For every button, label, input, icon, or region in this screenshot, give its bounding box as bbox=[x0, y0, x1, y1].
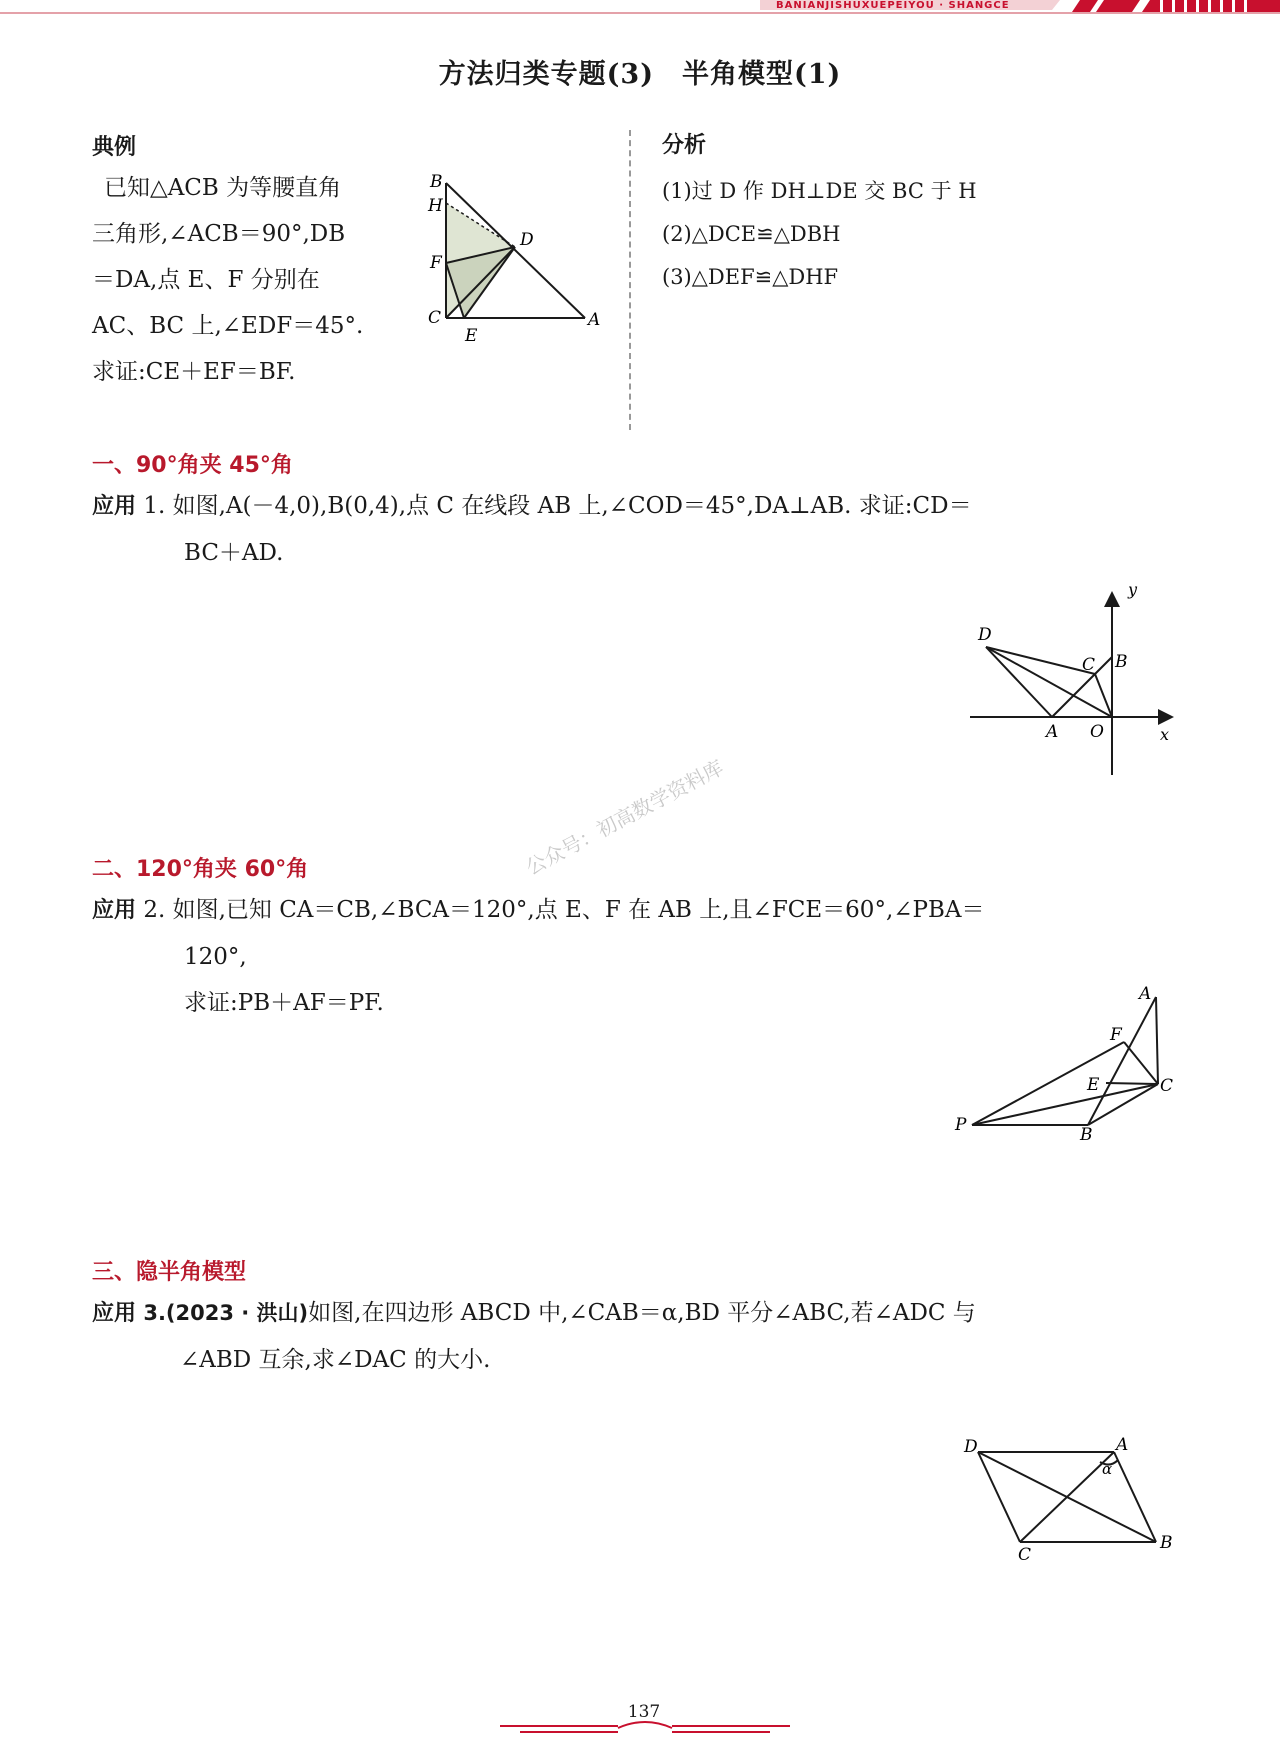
label-f: F bbox=[1110, 1025, 1122, 1045]
section2-line-2: 120°, bbox=[184, 944, 247, 970]
label-e: E bbox=[1087, 1075, 1100, 1095]
section3-source: 3.(2023 · 洪山) bbox=[136, 1301, 309, 1325]
section1-line-2: BC＋AD. bbox=[184, 540, 284, 566]
example-figure bbox=[420, 165, 620, 350]
section1-app-label: 应用 bbox=[92, 494, 137, 519]
label-f: F bbox=[430, 253, 442, 273]
header-band-stripes bbox=[0, 0, 1280, 20]
example-line-3: ＝DA,点 E、F 分别在 bbox=[92, 267, 320, 293]
label-a: A bbox=[1046, 722, 1059, 742]
section3-heading: 三、隐半角模型 bbox=[92, 1260, 247, 1285]
header-band bbox=[0, 0, 1280, 20]
label-a: A bbox=[1116, 1435, 1129, 1455]
example-line-1: 已知△ACB 为等腰直角 bbox=[104, 175, 342, 201]
section2-heading: 二、120°角夹 60°角 bbox=[92, 857, 309, 882]
analysis-step-2: (2)△DCE≌△DBH bbox=[662, 222, 841, 246]
label-a: A bbox=[588, 310, 601, 330]
label-p: P bbox=[955, 1115, 967, 1135]
example-label: 典例 bbox=[92, 135, 137, 160]
analysis-step-3: (3)△DEF≌△DHF bbox=[662, 265, 839, 289]
section1-text bbox=[92, 483, 1192, 576]
watermark: 公众号：初高数学资料库 bbox=[521, 755, 728, 880]
coordinate-figure bbox=[960, 575, 1180, 785]
section2-line-1: 2. 如图,已知 CA＝CB,∠BCA＝120°,点 E、F 在 AB 上,且∠FCE＝60°,∠PBA＝ bbox=[136, 897, 985, 923]
example-line-5: 求证:CE＋EF＝BF. bbox=[92, 359, 296, 385]
label-o: O bbox=[1090, 722, 1104, 742]
label-d: D bbox=[978, 625, 992, 645]
example-line-4: AC、BC 上,∠EDF＝45°. bbox=[92, 313, 364, 339]
label-b: B bbox=[1115, 652, 1128, 672]
label-d: D bbox=[520, 230, 534, 250]
section1-line-1: 1. 如图,A(－4,0),B(0,4),点 C 在线段 AB 上,∠COD＝45°,DA⊥AB. 求证:CD＝ bbox=[136, 493, 972, 519]
analysis-steps bbox=[662, 170, 977, 299]
label-e: E bbox=[465, 326, 478, 346]
section1-heading: 一、90°角夹 45°角 bbox=[92, 453, 293, 478]
footer-swoosh bbox=[618, 1722, 672, 1728]
label-x: x bbox=[1160, 725, 1170, 744]
section2-app-label: 应用 bbox=[92, 898, 137, 923]
analysis-label: 分析 bbox=[662, 133, 707, 158]
label-c: C bbox=[428, 308, 442, 328]
header-band-text: BANIANJISHUXUEPEIYOU · SHANGCE bbox=[776, 0, 1010, 11]
example-text bbox=[92, 165, 412, 395]
label-alpha: α bbox=[1102, 1460, 1113, 1478]
label-d: D bbox=[964, 1437, 978, 1457]
section3-line-2: ∠ABD 互余,求∠DAC 的大小. bbox=[180, 1347, 491, 1373]
label-h: H bbox=[428, 196, 443, 216]
section3-line-1: 如图,在四边形 ABCD 中,∠CAB＝α,BD 平分∠ABC,若∠ADC 与 bbox=[308, 1300, 976, 1326]
example-line-2: 三角形,∠ACB＝90°,DB bbox=[92, 221, 346, 247]
label-b: B bbox=[430, 172, 443, 192]
section3-text bbox=[92, 1290, 1202, 1383]
triangle-figure bbox=[950, 985, 1180, 1145]
quadrilateral-figure bbox=[960, 1430, 1180, 1570]
label-c: C bbox=[1082, 655, 1096, 675]
label-a: A bbox=[1139, 985, 1152, 1004]
label-c: C bbox=[1160, 1076, 1174, 1096]
label-b: B bbox=[1160, 1533, 1173, 1553]
page-number: 137 bbox=[627, 1702, 661, 1722]
column-divider bbox=[629, 130, 631, 430]
section2-line-3: 求证:PB＋AF＝PF. bbox=[184, 990, 384, 1016]
section3-app-label: 应用 bbox=[92, 1301, 137, 1326]
analysis-step-1: (1)过 D 作 DH⊥DE 交 BC 于 H bbox=[662, 179, 977, 203]
page-title: 方法归类专题(3) 半角模型(1) bbox=[438, 59, 842, 90]
label-y: y bbox=[1128, 580, 1138, 599]
label-b: B bbox=[1080, 1125, 1093, 1145]
label-c: C bbox=[1018, 1545, 1032, 1565]
